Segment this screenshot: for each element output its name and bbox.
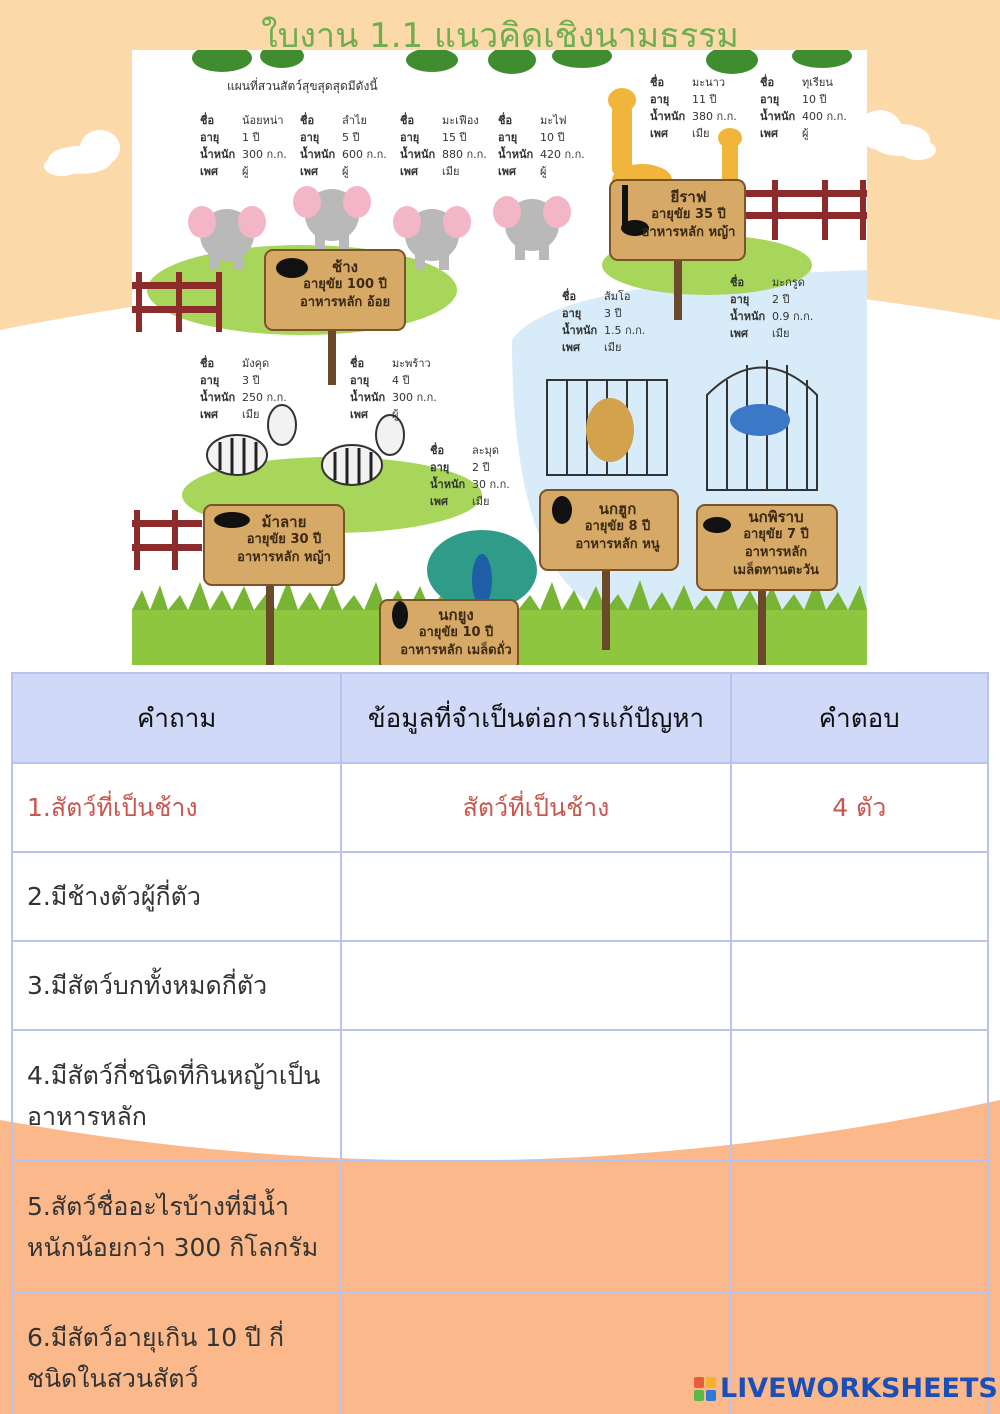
question-cell: 3.มีสัตว์บกทั้งหมดกี่ตัว bbox=[12, 941, 341, 1030]
zoo-map bbox=[132, 50, 867, 665]
animal-info: ชื่อ ละมุด อายุ 2 ปี น้ำหนัก 30 ก.ก. เพศ เมีย bbox=[430, 444, 510, 508]
info-cell[interactable] bbox=[341, 941, 730, 1030]
header-answer: คำตอบ bbox=[731, 673, 988, 763]
animal-info: ชื่อ มะนาว อายุ 11 ปี น้ำหนัก 380 ก.ก. เพศ เมีย bbox=[650, 76, 737, 140]
table-row bbox=[12, 941, 988, 1030]
animal-info: ชื่อ น้อยหน่า อายุ 1 ปี น้ำหนัก 300 ก.ก. เพศ ผู้ bbox=[200, 114, 287, 178]
zebra-sign: ม้าลาย อายุขัย 30 ปี อาหารหลัก หญ้า bbox=[237, 513, 331, 565]
question-cell: 5.สัตว์ชื่ออะไรบ้างที่มีน้ำหนักน้อยกว่า 300 กิโลกรัม bbox=[12, 1161, 341, 1292]
animal-info: ชื่อ มะพร้าว อายุ 4 ปี น้ำหนัก 300 ก.ก. เพศ ผู้ bbox=[350, 357, 437, 421]
owl-sign: นกฮูก อายุขัย 8 ปี อาหารหลัก หนู bbox=[575, 500, 660, 552]
question-cell: 4.มีสัตว์กี่ชนิดที่กินหญ้าเป็นอาหารหลัก bbox=[12, 1030, 341, 1161]
peacock-sign: นกยูง อายุขัย 10 ปี อาหารหลัก เมล็ดถั่ว bbox=[400, 606, 512, 658]
pigeon-sign: นกพิราบ อายุขัย 7 ปี อาหารหลัก เมล็ดทานตะวัน bbox=[733, 508, 819, 578]
animal-info: ชื่อ มังคุด อายุ 3 ปี น้ำหนัก 250 ก.ก. เพศ เมีย bbox=[200, 357, 287, 421]
animal-info: ชื่อ มะกรูด อายุ 2 ปี น้ำหนัก 0.9 ก.ก. เพศ เมีย bbox=[730, 276, 814, 340]
liveworksheets-logo-text: LIVEWORKSHEETS bbox=[720, 1373, 998, 1404]
answer-cell[interactable] bbox=[731, 941, 988, 1030]
answer-cell[interactable] bbox=[731, 1161, 988, 1292]
animal-info: ชื่อ ส้มโอ อายุ 3 ปี น้ำหนัก 1.5 ก.ก. เพศ เมีย bbox=[562, 290, 646, 354]
page-title: ใบงาน 1.1 แนวคิดเชิงนามธรรม bbox=[261, 16, 739, 56]
answer-cell[interactable] bbox=[731, 852, 988, 941]
header-needed-info: ข้อมูลที่จำเป็นต่อการแก้ปัญหา bbox=[341, 673, 730, 763]
header-question: คำถาม bbox=[12, 673, 341, 763]
animal-info: ชื่อ ทุเรียน อายุ 10 ปี น้ำหนัก 400 ก.ก. เพศ ผู้ bbox=[760, 76, 847, 140]
giraffe-sign: ยีราฟ อายุขัย 35 ปี อาหารหลัก หญ้า bbox=[641, 188, 736, 240]
animal-info: ชื่อ มะเฟือง อายุ 15 ปี น้ำหนัก 880 ก.ก. เพศ เมีย bbox=[400, 114, 487, 178]
worksheet-table bbox=[11, 672, 989, 1414]
answer-cell[interactable] bbox=[731, 1030, 988, 1161]
question-cell: 6.มีสัตว์อายุเกิน 10 ปี กี่ชนิดในสวนสัตว์ bbox=[12, 1292, 341, 1414]
info-cell[interactable] bbox=[341, 852, 730, 941]
liveworksheets-logo bbox=[694, 1373, 998, 1404]
table-row bbox=[12, 763, 988, 852]
info-cell[interactable] bbox=[341, 1161, 730, 1292]
table-header-row bbox=[12, 673, 988, 763]
info-cell[interactable]: สัตว์ที่เป็นช้าง bbox=[341, 763, 730, 852]
animal-info: ชื่อ มะไฟ อายุ 10 ปี น้ำหนัก 420 ก.ก. เพศ ผู้ bbox=[498, 114, 585, 178]
map-heading: แผนที่สวนสัตว์สุขสุดสุดมีดังนี้ bbox=[227, 79, 378, 93]
elephant-sign: ช้าง อายุขัย 100 ปี อาหารหลัก อ้อย bbox=[299, 258, 391, 310]
liveworksheets-logo-icon bbox=[694, 1377, 716, 1401]
info-cell[interactable] bbox=[341, 1292, 730, 1414]
answer-cell[interactable]: 4 ตัว bbox=[731, 763, 988, 852]
table-row bbox=[12, 852, 988, 941]
info-cell[interactable] bbox=[341, 1030, 730, 1161]
animal-info: ชื่อ ลำไย อายุ 5 ปี น้ำหนัก 600 ก.ก. เพศ ผู้ bbox=[300, 114, 387, 178]
table-row bbox=[12, 1161, 988, 1292]
table-row bbox=[12, 1030, 988, 1161]
question-cell: 2.มีช้างตัวผู้กี่ตัว bbox=[12, 852, 341, 941]
question-cell: 1.สัตว์ที่เป็นช้าง bbox=[12, 763, 341, 852]
